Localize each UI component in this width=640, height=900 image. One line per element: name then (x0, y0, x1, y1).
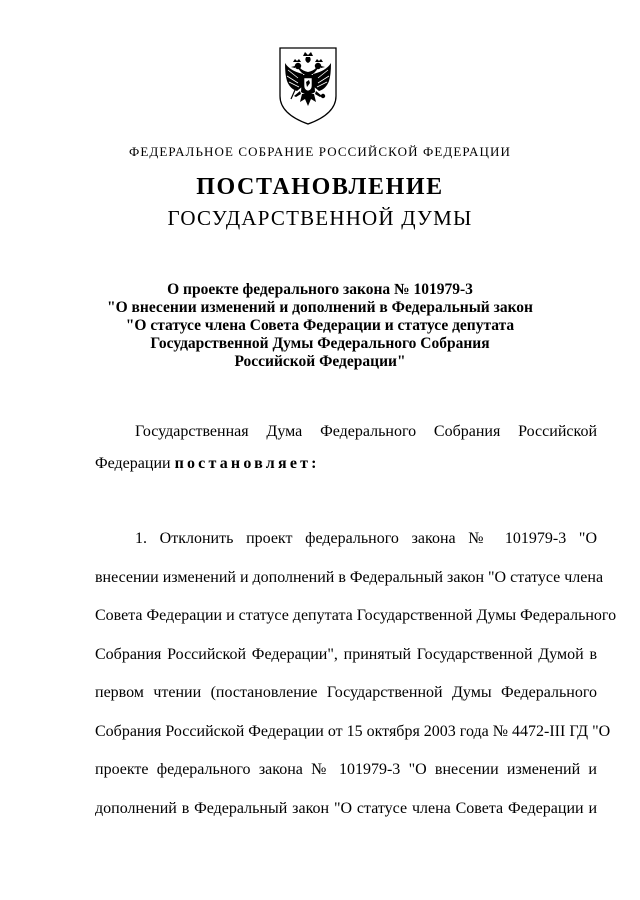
assembly-title: ФЕДЕРАЛЬНОЕ СОБРАНИЕ РОССИЙСКОЙ ФЕДЕРАЦИИ (128, 144, 511, 159)
document-issuer: ГОСУДАРСТВЕННОЙ ДУМЫ (167, 206, 473, 230)
paragraph-line: 1. Отклонить проект федерального закона № 101979-3 "О (135, 530, 597, 547)
paragraph-line: Собрания Российской Федерации", принятый Государственной Думой в (95, 645, 597, 663)
subject-line: "О статусе члена Совета Федерации и статусе депутата (125, 317, 515, 334)
russian-coat-of-arms-icon (276, 44, 340, 128)
paragraph-line: дополнений в Федеральный закон "О статусе члена Совета Федерации и (95, 799, 597, 817)
preamble-start: Федерации (95, 455, 171, 472)
paragraph-line: проекте федерального закона № 101979-3 "О внесении изменений и (95, 761, 597, 778)
emblem (276, 44, 340, 128)
subject-line: О проекте федерального закона № 101979-3 (167, 281, 473, 298)
paragraph-line: первом чтении (постановление Государственной Думы Федерального (95, 684, 597, 701)
paragraph-line: Собрания Российской Федерации от 15 октября 2003 года № 4472-III ГД "О (95, 722, 611, 740)
paragraph-1 (95, 520, 617, 828)
preamble-line: Государственная Дума Федерального Собрания Российской (135, 423, 597, 440)
subject-line: Российской Федерации" (234, 353, 406, 370)
subject-line: Государственной Думы Федерального Собрания (150, 335, 490, 352)
paragraph-line: внесении изменений и дополнений в Федеральный закон "О статусе члена (95, 568, 604, 586)
paragraph-line: Совета Федерации и статусе депутата Государственной Думы Федерального (95, 607, 617, 624)
subject-line: "О внесении изменений и дополнений в Федеральный закон (106, 299, 533, 316)
document-subject (80, 281, 560, 371)
document-type: ПОСТАНОВЛЕНИЕ (196, 174, 444, 200)
preamble (95, 416, 597, 480)
resolves-word: постановляет: (174, 455, 320, 472)
preamble-line (95, 448, 597, 480)
